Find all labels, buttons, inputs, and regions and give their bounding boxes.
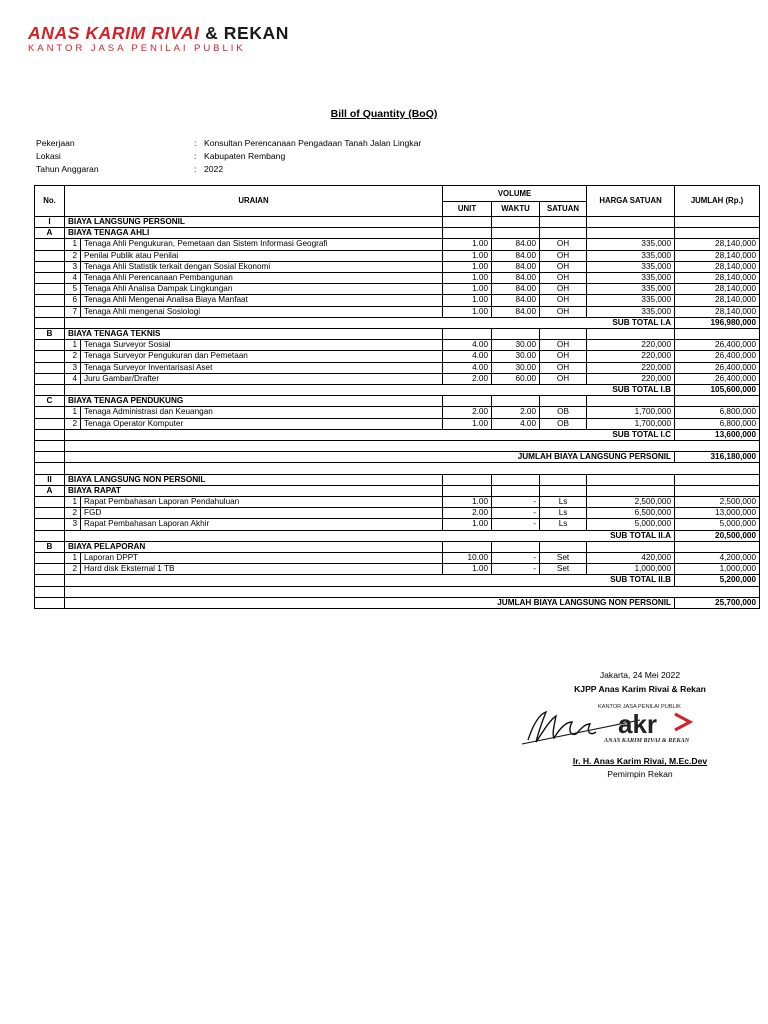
item-index: 1	[65, 340, 81, 351]
boq-table	[34, 185, 760, 609]
table-row	[35, 373, 760, 384]
empty-cell	[35, 519, 65, 530]
item-satuan: Set	[540, 564, 587, 575]
empty-cell	[35, 284, 65, 295]
company-name-suffix: & REKAN	[205, 23, 290, 43]
stamp-chevron	[675, 714, 690, 730]
blank-row	[35, 586, 760, 597]
item-satuan: Ls	[540, 497, 587, 508]
total-value: 316,180,000	[675, 452, 760, 463]
item-harga-satuan: 220,000	[587, 340, 675, 351]
meta-value: Konsultan Perencanaan Pengadaan Tanah Jalan Lingkar	[204, 138, 422, 148]
empty-cell	[587, 485, 675, 496]
empty-cell	[35, 452, 65, 463]
item-unit: 1.00	[443, 284, 492, 295]
table-row	[35, 553, 760, 564]
item-unit: 1.00	[443, 261, 492, 272]
handwritten-signature	[528, 712, 596, 742]
subtotal-value: 20,500,000	[675, 530, 760, 541]
subtotal-value: 105,600,000	[675, 385, 760, 396]
item-description: Tenaga Ahli Analisa Dampak Lingkungan	[81, 284, 443, 295]
empty-cell	[587, 217, 675, 228]
stamp-top-text: KANTOR JASA PENILAI PUBLIK	[598, 704, 681, 710]
item-description: Rapat Pembahasan Laporan Akhir	[81, 519, 443, 530]
item-waktu: 4.00	[492, 418, 540, 429]
item-jumlah: 26,400,000	[675, 373, 760, 384]
empty-cell	[540, 329, 587, 340]
item-harga-satuan: 1,700,000	[587, 418, 675, 429]
total-label: JUMLAH BIAYA LANGSUNG PERSONIL	[65, 452, 675, 463]
item-satuan: OH	[540, 239, 587, 250]
col-header-no: No.	[35, 186, 65, 217]
document-meta	[36, 137, 421, 176]
item-satuan: OB	[540, 418, 587, 429]
item-description: Juru Gambar/Drafter	[81, 373, 443, 384]
empty-cell	[675, 217, 760, 228]
item-unit: 1.00	[443, 273, 492, 284]
item-index: 3	[65, 519, 81, 530]
table-row	[35, 418, 760, 429]
empty-cell	[35, 351, 65, 362]
empty-cell	[492, 474, 540, 485]
subtotal-value: 5,200,000	[675, 575, 760, 586]
item-description: Tenaga Administrasi dan Keuangan	[81, 407, 443, 418]
empty-cell	[443, 329, 492, 340]
table-row	[35, 564, 760, 575]
empty-cell	[35, 250, 65, 261]
section-row	[35, 396, 760, 407]
total-value: 25,700,000	[675, 597, 760, 608]
stamp-logo-text: akr	[618, 709, 658, 739]
empty-cell	[587, 228, 675, 239]
meta-row-lokasi	[36, 150, 421, 163]
item-index: 5	[65, 284, 81, 295]
empty-cell	[35, 418, 65, 429]
empty-cell	[35, 497, 65, 508]
empty-cell	[540, 541, 587, 552]
item-index: 1	[65, 497, 81, 508]
item-satuan: OH	[540, 295, 587, 306]
item-index: 1	[65, 239, 81, 250]
empty-cell	[492, 541, 540, 552]
empty-cell	[492, 396, 540, 407]
section-title: BIAYA PELAPORAN	[65, 541, 443, 552]
item-unit: 2.00	[443, 373, 492, 384]
item-harga-satuan: 335,000	[587, 239, 675, 250]
item-jumlah: 28,140,000	[675, 306, 760, 317]
company-name-main: ANAS KARIM RIVAI	[28, 23, 200, 43]
item-description: Penilai Publik atau Penilai	[81, 250, 443, 261]
item-waktu: 60.00	[492, 373, 540, 384]
item-waktu: -	[492, 497, 540, 508]
meta-value: Kabupaten Rembang	[204, 151, 286, 161]
item-index: 2	[65, 508, 81, 519]
empty-cell	[540, 485, 587, 496]
empty-cell	[35, 530, 65, 541]
item-waktu: -	[492, 519, 540, 530]
total-label: JUMLAH BIAYA LANGSUNG NON PERSONIL	[65, 597, 675, 608]
empty-cell	[35, 429, 65, 440]
item-jumlah: 13,000,000	[675, 508, 760, 519]
section-title: BIAYA RAPAT	[65, 485, 443, 496]
row-number: C	[35, 396, 65, 407]
row-number: I	[35, 217, 65, 228]
table-row	[35, 273, 760, 284]
empty-cell	[443, 217, 492, 228]
signatory-name: Ir. H. Anas Karim Rivai, M.Ec.Dev	[572, 756, 708, 766]
empty-cell	[35, 340, 65, 351]
item-jumlah: 2,500,000	[675, 497, 760, 508]
item-index: 1	[65, 553, 81, 564]
item-unit: 2.00	[443, 508, 492, 519]
meta-colon: :	[194, 164, 197, 174]
empty-cell	[587, 329, 675, 340]
col-header-harga-satuan: HARGA SATUAN	[587, 186, 675, 217]
item-unit: 1.00	[443, 295, 492, 306]
empty-cell	[587, 474, 675, 485]
table-row	[35, 497, 760, 508]
item-waktu: 84.00	[492, 295, 540, 306]
item-description: Tenaga Ahli Mengenai Analisa Biaya Manfaat	[81, 295, 443, 306]
meta-colon: :	[194, 138, 197, 148]
item-harga-satuan: 2,500,000	[587, 497, 675, 508]
table-row	[35, 407, 760, 418]
item-satuan: OH	[540, 306, 587, 317]
empty-cell	[35, 373, 65, 384]
item-jumlah: 26,400,000	[675, 362, 760, 373]
empty-cell	[492, 228, 540, 239]
item-waktu: -	[492, 564, 540, 575]
item-description: Tenaga Surveyor Sosial	[81, 340, 443, 351]
table-row	[35, 306, 760, 317]
section-row	[35, 485, 760, 496]
item-harga-satuan: 220,000	[587, 362, 675, 373]
section-row	[35, 474, 760, 485]
empty-cell	[587, 396, 675, 407]
empty-cell	[35, 261, 65, 272]
item-harga-satuan: 6,500,000	[587, 508, 675, 519]
empty-cell	[540, 396, 587, 407]
col-header-volume: VOLUME	[443, 186, 587, 202]
item-waktu: 84.00	[492, 261, 540, 272]
empty-cell	[675, 228, 760, 239]
empty-cell	[675, 485, 760, 496]
item-harga-satuan: 335,000	[587, 295, 675, 306]
table-row	[35, 261, 760, 272]
section-row	[35, 217, 760, 228]
item-satuan: OH	[540, 261, 587, 272]
col-header-jumlah: JUMLAH (Rp.)	[675, 186, 760, 217]
item-jumlah: 28,140,000	[675, 261, 760, 272]
item-description: Tenaga Ahli Perencanaan Pembangunan	[81, 273, 443, 284]
item-satuan: Ls	[540, 519, 587, 530]
table-body	[35, 217, 760, 609]
item-harga-satuan: 335,000	[587, 273, 675, 284]
item-satuan: OH	[540, 362, 587, 373]
empty-cell	[35, 553, 65, 564]
item-unit: 4.00	[443, 351, 492, 362]
meta-colon: :	[194, 151, 197, 161]
item-index: 6	[65, 295, 81, 306]
col-header-uraian: URAIAN	[65, 186, 443, 217]
item-satuan: Ls	[540, 508, 587, 519]
empty-cell	[35, 385, 65, 396]
table-row	[35, 519, 760, 530]
item-description: Hard disk Eksternal 1 TB	[81, 564, 443, 575]
meta-label: Tahun Anggaran	[36, 164, 99, 174]
table-row	[35, 362, 760, 373]
subtotal-value: 196,980,000	[675, 317, 760, 328]
row-number: A	[35, 228, 65, 239]
item-jumlah: 28,140,000	[675, 284, 760, 295]
col-header-satuan: SATUAN	[540, 202, 587, 217]
meta-row-pekerjaan	[36, 137, 421, 150]
company-tagline: KANTOR JASA PENILAI PUBLIK	[28, 43, 246, 54]
empty-cell	[675, 474, 760, 485]
item-index: 2	[65, 250, 81, 261]
section-row	[35, 541, 760, 552]
item-jumlah: 28,140,000	[675, 239, 760, 250]
col-header-waktu: WAKTU	[492, 202, 540, 217]
item-jumlah: 28,140,000	[675, 295, 760, 306]
item-waktu: -	[492, 553, 540, 564]
item-harga-satuan: 220,000	[587, 351, 675, 362]
item-satuan: OH	[540, 340, 587, 351]
row-number: B	[35, 329, 65, 340]
item-satuan: OH	[540, 284, 587, 295]
item-jumlah: 26,400,000	[675, 351, 760, 362]
item-waktu: 84.00	[492, 306, 540, 317]
item-jumlah: 26,400,000	[675, 340, 760, 351]
item-waktu: 30.00	[492, 351, 540, 362]
item-harga-satuan: 420,000	[587, 553, 675, 564]
item-unit: 1.00	[443, 497, 492, 508]
table-row	[35, 284, 760, 295]
item-harga-satuan: 335,000	[587, 306, 675, 317]
col-header-unit: UNIT	[443, 202, 492, 217]
item-description: Laporan DPPT	[81, 553, 443, 564]
item-jumlah: 6,800,000	[675, 407, 760, 418]
item-index: 3	[65, 261, 81, 272]
item-description: Tenaga Surveyor Pengukuran dan Pemetaan	[81, 351, 443, 362]
item-jumlah: 4,200,000	[675, 553, 760, 564]
item-index: 4	[65, 273, 81, 284]
item-jumlah: 6,800,000	[675, 418, 760, 429]
item-unit: 1.00	[443, 306, 492, 317]
blank-row	[35, 441, 760, 452]
subtotal-label: SUB TOTAL I.B	[65, 385, 675, 396]
empty-cell	[35, 362, 65, 373]
item-waktu: 30.00	[492, 362, 540, 373]
empty-cell	[675, 541, 760, 552]
section-title: BIAYA TENAGA AHLI	[65, 228, 443, 239]
empty-cell	[65, 586, 760, 597]
empty-cell	[540, 228, 587, 239]
subtotal-label: SUB TOTAL II.A	[65, 530, 675, 541]
section-title: BIAYA TENAGA TEKNIS	[65, 329, 443, 340]
empty-cell	[35, 295, 65, 306]
item-unit: 1.00	[443, 250, 492, 261]
empty-cell	[492, 217, 540, 228]
empty-cell	[35, 463, 65, 474]
empty-cell	[35, 586, 65, 597]
row-number: A	[35, 485, 65, 496]
empty-cell	[35, 407, 65, 418]
meta-label: Lokasi	[36, 151, 61, 161]
item-index: 2	[65, 564, 81, 575]
item-unit: 10.00	[443, 553, 492, 564]
meta-label: Pekerjaan	[36, 138, 75, 148]
item-harga-satuan: 1,700,000	[587, 407, 675, 418]
item-index: 4	[65, 373, 81, 384]
empty-cell	[35, 441, 65, 452]
meta-row-tahun-anggaran	[36, 163, 421, 176]
signature-stamp	[520, 700, 720, 750]
item-description: Tenaga Surveyor Inventarisasi Aset	[81, 362, 443, 373]
item-waktu: 84.00	[492, 239, 540, 250]
document-title: Bill of Quantity (BoQ)	[330, 108, 438, 120]
item-waktu: -	[492, 508, 540, 519]
company-name	[28, 25, 289, 42]
item-harga-satuan: 1,000,000	[587, 564, 675, 575]
item-waktu: 2.00	[492, 407, 540, 418]
table-row	[35, 239, 760, 250]
empty-cell	[443, 228, 492, 239]
row-number: II	[35, 474, 65, 485]
empty-cell	[35, 508, 65, 519]
signature-firm: KJPP Anas Karim Rivai & Rekan	[574, 684, 706, 694]
item-waktu: 84.00	[492, 273, 540, 284]
stamp-bottom-text: ANAS KARIM RIVAI & REKAN	[604, 737, 690, 744]
item-unit: 1.00	[443, 564, 492, 575]
empty-cell	[35, 317, 65, 328]
empty-cell	[540, 474, 587, 485]
table-row	[35, 250, 760, 261]
subtotal-row	[35, 429, 760, 440]
item-unit: 2.00	[443, 407, 492, 418]
empty-cell	[35, 575, 65, 586]
empty-cell	[35, 273, 65, 284]
empty-cell	[443, 485, 492, 496]
item-index: 1	[65, 407, 81, 418]
item-harga-satuan: 220,000	[587, 373, 675, 384]
subtotal-value: 13,600,000	[675, 429, 760, 440]
empty-cell	[65, 463, 760, 474]
table-row	[35, 340, 760, 351]
item-description: Tenaga Ahli Statistik terkait dengan Sosial Ekonomi	[81, 261, 443, 272]
table-row	[35, 508, 760, 519]
meta-value: 2022	[204, 164, 224, 174]
item-harga-satuan: 335,000	[587, 261, 675, 272]
subtotal-row	[35, 385, 760, 396]
item-index: 7	[65, 306, 81, 317]
empty-cell	[35, 306, 65, 317]
empty-cell	[35, 564, 65, 575]
empty-cell	[675, 329, 760, 340]
section-title: BIAYA TENAGA PENDUKUNG	[65, 396, 443, 407]
total-row	[35, 452, 760, 463]
subtotal-row	[35, 575, 760, 586]
empty-cell	[35, 597, 65, 608]
row-number: B	[35, 541, 65, 552]
item-unit: 4.00	[443, 340, 492, 351]
item-harga-satuan: 5,000,000	[587, 519, 675, 530]
item-unit: 1.00	[443, 239, 492, 250]
signature-date: Jakarta, 24 Mei 2022	[599, 670, 681, 680]
item-satuan: OH	[540, 273, 587, 284]
item-jumlah: 28,140,000	[675, 250, 760, 261]
item-jumlah: 5,000,000	[675, 519, 760, 530]
section-title: BIAYA LANGSUNG NON PERSONIL	[65, 474, 443, 485]
item-index: 2	[65, 418, 81, 429]
item-description: FGD	[81, 508, 443, 519]
item-satuan: OH	[540, 250, 587, 261]
empty-cell	[35, 239, 65, 250]
subtotal-label: SUB TOTAL I.A	[65, 317, 675, 328]
item-satuan: OH	[540, 351, 587, 362]
item-satuan: OB	[540, 407, 587, 418]
item-harga-satuan: 335,000	[587, 284, 675, 295]
subtotal-row	[35, 530, 760, 541]
empty-cell	[675, 396, 760, 407]
subtotal-label: SUB TOTAL I.C	[65, 429, 675, 440]
empty-cell	[540, 217, 587, 228]
table-header-row	[35, 186, 760, 202]
blank-row	[35, 463, 760, 474]
section-row	[35, 228, 760, 239]
item-jumlah: 28,140,000	[675, 273, 760, 284]
table-row	[35, 295, 760, 306]
subtotal-row	[35, 317, 760, 328]
empty-cell	[443, 541, 492, 552]
item-waktu: 30.00	[492, 340, 540, 351]
empty-cell	[587, 541, 675, 552]
item-unit: 4.00	[443, 362, 492, 373]
item-satuan: OH	[540, 373, 587, 384]
item-index: 3	[65, 362, 81, 373]
item-waktu: 84.00	[492, 250, 540, 261]
empty-cell	[443, 474, 492, 485]
empty-cell	[443, 396, 492, 407]
table-row	[35, 351, 760, 362]
item-description: Tenaga Ahli mengenai Sosiologi	[81, 306, 443, 317]
item-description: Rapat Pembahasan Laporan Pendahuluan	[81, 497, 443, 508]
empty-cell	[65, 441, 760, 452]
company-logo	[28, 25, 289, 54]
item-description: Tenaga Operator Komputer	[81, 418, 443, 429]
item-harga-satuan: 335,000	[587, 250, 675, 261]
signatory-role: Pemimpin Rekan	[607, 769, 673, 779]
item-satuan: Set	[540, 553, 587, 564]
item-jumlah: 1,000,000	[675, 564, 760, 575]
subtotal-label: SUB TOTAL II.B	[65, 575, 675, 586]
item-waktu: 84.00	[492, 284, 540, 295]
item-description: Tenaga Ahli Pengukuran, Pemetaan dan Sistem Informasi Geografi	[81, 239, 443, 250]
item-index: 2	[65, 351, 81, 362]
empty-cell	[492, 329, 540, 340]
section-row	[35, 329, 760, 340]
item-unit: 1.00	[443, 519, 492, 530]
item-unit: 1.00	[443, 418, 492, 429]
section-title: BIAYA LANGSUNG PERSONIL	[65, 217, 443, 228]
empty-cell	[492, 485, 540, 496]
total-row	[35, 597, 760, 608]
